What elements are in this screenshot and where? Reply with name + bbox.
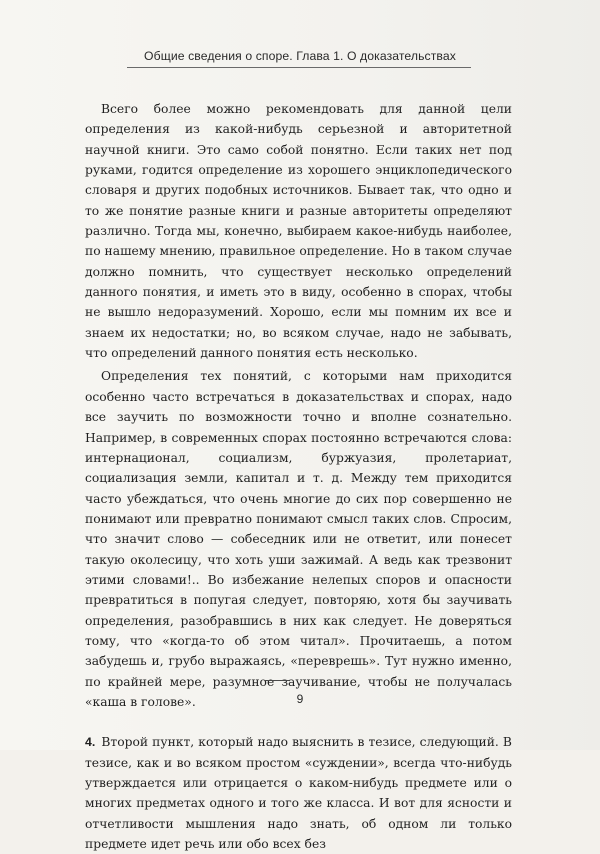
body-text xyxy=(85,99,512,854)
section-text: Второй пункт, который надо выяснить в тезисе, следующий. В тезисе, как и во всяком простом «суждении», всегда что-нибудь утверждается или отрицается о каком-нибудь предмете или о многих предметах одного и того же класса. И вот для ясности и отчетливости мышления надо знать, об одном ли только предмете идет речь или обо всех без xyxy=(85,735,512,852)
footer-rule xyxy=(265,680,289,681)
page-number: 9 xyxy=(296,692,304,706)
running-header: Общие сведения о споре. Глава 1. О доказательствах xyxy=(144,49,456,63)
section-number: 4. xyxy=(85,735,96,750)
section-4-paragraph xyxy=(85,732,512,854)
paragraph-1: Всего более можно рекомендовать для данной цели определения из какой-нибудь серьезной и авторитетной научной книги. Это само собой понятно. Если таких нет под руками, годится определение из хорошего энциклопедического словаря и других подобных источников. Бывает так, что одно и то же понятие разные книги и разные авторитеты определяют различно. Тогда мы, конечно, выбираем какое-нибудь наиболее, по нашему мнению, правильное определение. Но в таком случае должно помнить, что существует несколько определений данного понятия, и иметь это в виду, особенно в спорах, чтобы не вышло недоразумений. Хорошо, если мы помним их все и знаем их недостатки; но, во всяком случае, надо не забывать, что определений данного понятия есть несколько. xyxy=(85,102,512,361)
paragraph-2: Определения тех понятий, с которыми нам приходится особенно часто встречаться в доказательствах и спорах, надо все заучить по возможности точно и вполне сознательно. Например, в современных спорах постоянно встречаются слова: интернационал, социализм, буржуазия, пролетариат, социализация земли, капитал и т. д. Между тем приходится часто убеждаться, что очень многие до сих пор совершенно не понимают или превратно понимают смысл таких слов. Спросим, что значит слово — собеседник или не ответит, или понесет такую околесицу, что хоть уши зажимай. А ведь как трезвонит этими словами!.. Во избежание нелепых споров и опасности превратиться в попугая следует, повторяю, хотя бы заучивать определения, разобравшись в них как следует. Не доверяться тому, что «когда-то об этом читал». Прочитаешь, а потом забудешь и, грубо выражаясь, «переврешь». Тут нужно именно, по крайней мере, разумное заучивание, чтобы не получалась «каша в голове». xyxy=(85,369,512,709)
header-rule xyxy=(127,67,471,68)
